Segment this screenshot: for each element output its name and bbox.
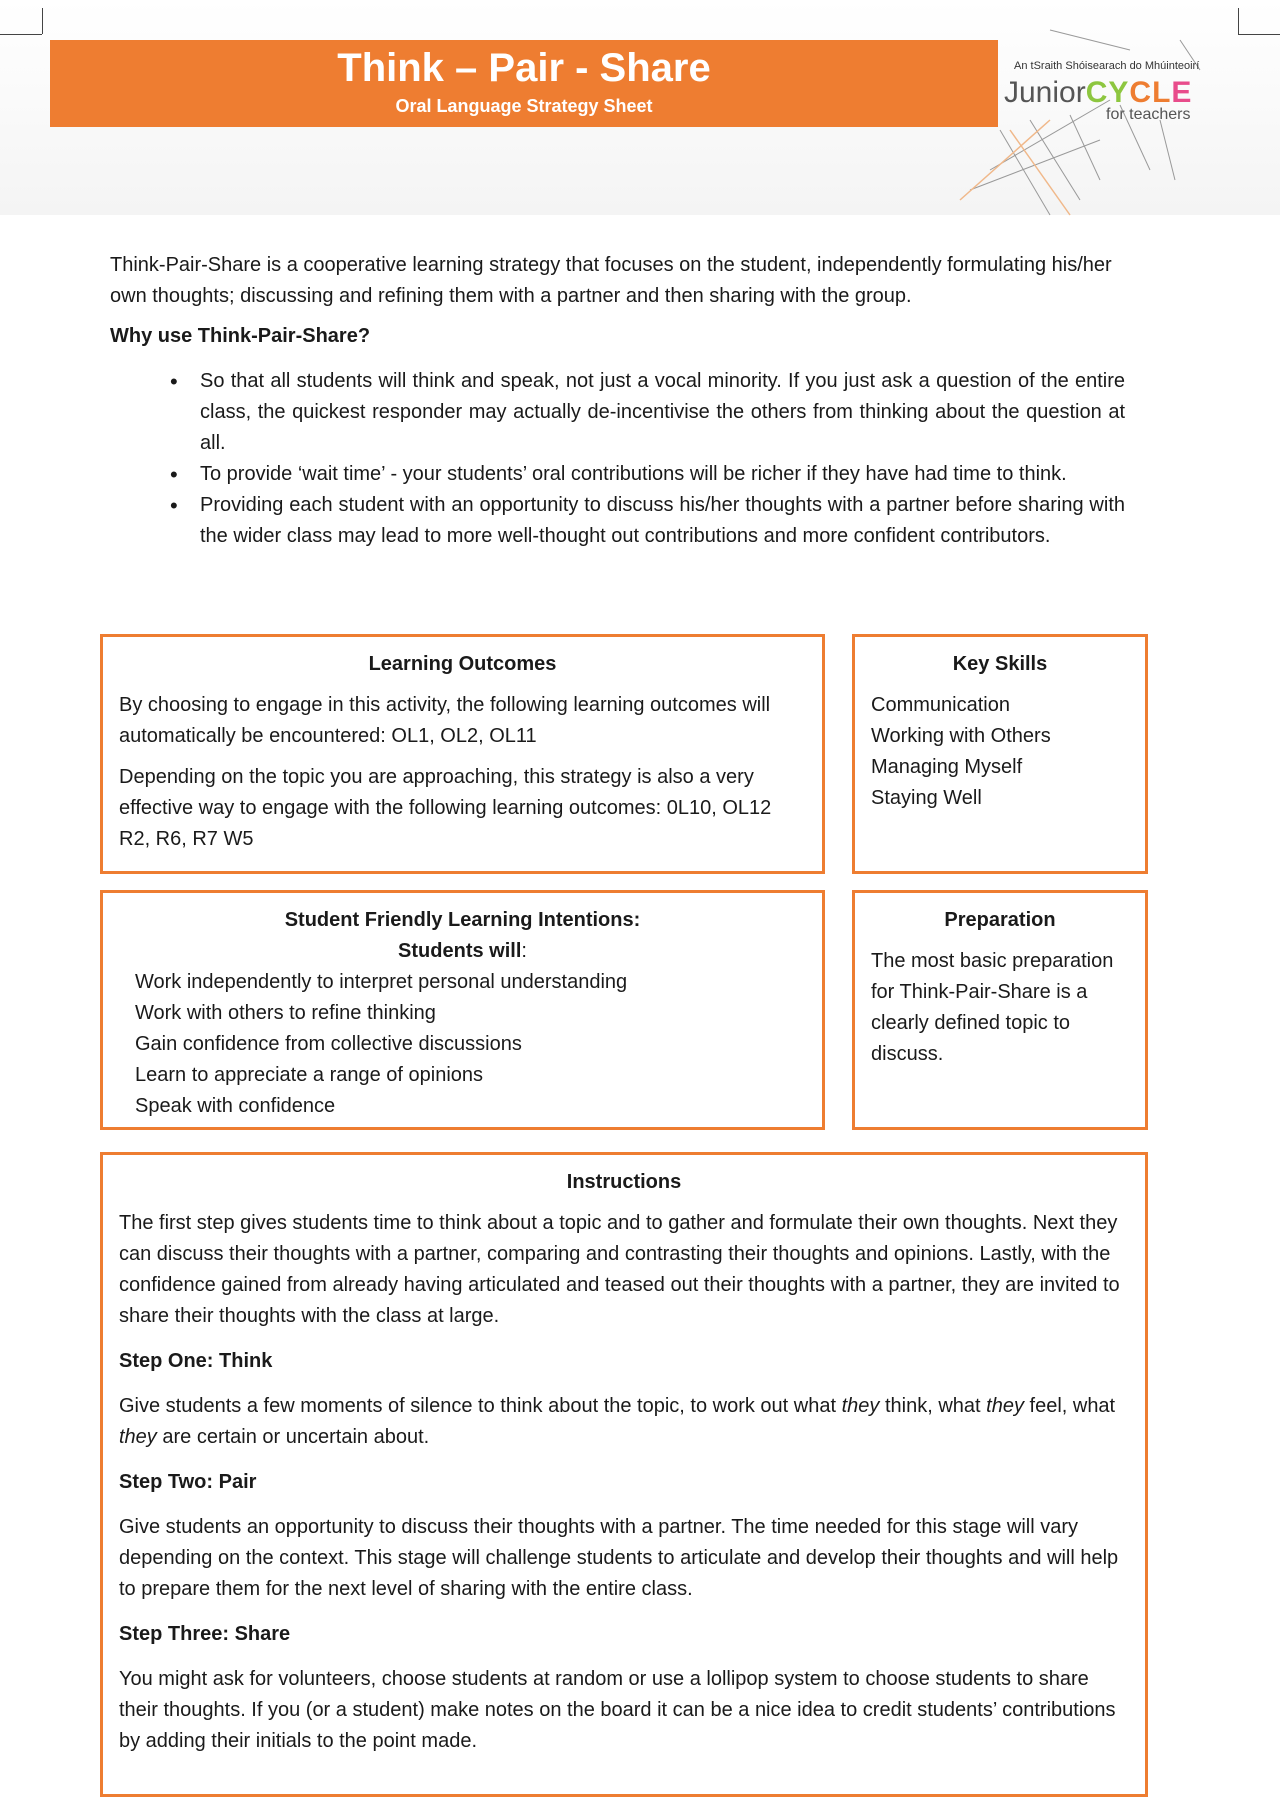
logo-tagline: An tSraith Shóisearach do Mhúinteoirí [1014, 60, 1200, 72]
crop-mark [0, 34, 42, 35]
list-item: Working with Others [871, 725, 1051, 747]
instructions-box [100, 1152, 1148, 1797]
key-skills-box [852, 634, 1148, 874]
list-item: Work with others to refine thinking [135, 1002, 436, 1024]
step-one-they: they [119, 1426, 157, 1448]
step-one-they: they [986, 1395, 1024, 1417]
crop-mark [1238, 8, 1239, 34]
logo-junior-text: Junior [1004, 76, 1086, 109]
crop-mark [42, 8, 43, 34]
step-three-text: You might ask for volunteers, choose students at random or use a lollipop system to choose students to share their thoughts. If you (or a student) make notes on the board it can be a nice idea to credit students’ contributions by adding their initials to the point made. [119, 1668, 1116, 1752]
step-one-heading: Step One: Think [119, 1350, 273, 1372]
step-one-text [119, 1391, 1129, 1453]
students-will-label: Students will [398, 940, 522, 962]
junior-cycle-logo [1000, 52, 1225, 132]
step-one-text-b: think, what [879, 1395, 987, 1417]
learning-outcomes-p2: Depending on the topic you are approaching, this strategy is also a very effective way to engage with the following learning outcomes: 0L10, OL12 R2, R6, R7 W5 [119, 766, 772, 850]
learning-outcomes-box [100, 634, 825, 874]
list-item: Staying Well [871, 787, 982, 809]
student-intentions-subtitle [119, 936, 806, 967]
list-item: Work independently to interpret personal understanding [135, 971, 628, 993]
list-item: • To provide ‘wait time’ - your students’ oral contributions will be richer if they have had time to think. [170, 459, 1125, 490]
page-title: Think – Pair - Share [337, 46, 711, 90]
list-item: Gain confidence from collective discussions [135, 1033, 522, 1055]
preparation-text: The most basic preparation for Think-Pair-Share is a clearly defined topic to discuss. [871, 950, 1114, 1065]
learning-outcomes-title: Learning Outcomes [368, 653, 557, 675]
page-subtitle: Oral Language Strategy Sheet [395, 96, 653, 116]
logo-wordmark [1004, 76, 1192, 110]
student-intentions-box [100, 890, 825, 1130]
list-item: • Providing each student with an opportunity to discuss his/her thoughts with a partner before sharing with the wider class may lead to more well-thought out contributions and more confident contributors. [170, 490, 1125, 552]
step-three-heading: Step Three: Share [119, 1623, 291, 1645]
logo-cycle-a: CY [1085, 76, 1130, 109]
intro-paragraph: Think-Pair-Share is a cooperative learning strategy that focuses on the student, independently formulating his/her own thoughts; discussing and refining them with a partner and then sharing with the group. [110, 254, 1112, 307]
instructions-intro: The first step gives students time to think about a topic and to gather and formulate their own thoughts. Next they can discuss their thoughts with a partner, comparing and contrasting their thoughts and opinions. Lastly, with the confidence gained from already having articulated and teased out their thoughts with a partner, they are invited to share their thoughts with the class at large. [119, 1212, 1120, 1327]
logo-cycle-b: CL [1129, 76, 1172, 109]
students-will-colon: : [521, 940, 527, 962]
step-two-heading: Step Two: Pair [119, 1471, 257, 1493]
key-skills-title: Key Skills [952, 653, 1048, 675]
crop-mark [1238, 34, 1280, 35]
list-item: Speak with confidence [135, 1095, 336, 1117]
learning-outcomes-p1: By choosing to engage in this activity, the following learning outcomes will automatically be encountered: OL1, OL2, OL11 [119, 694, 771, 747]
why-heading: Why use Think-Pair-Share? [110, 325, 371, 347]
preparation-title: Preparation [944, 909, 1056, 931]
list-item: Managing Myself [871, 756, 1023, 778]
step-one-text-c: feel, what [1023, 1395, 1116, 1417]
instructions-title: Instructions [566, 1171, 682, 1193]
list-item: Communication [871, 694, 1010, 716]
header-banner [50, 40, 998, 127]
step-one-text-d: are certain or uncertain about. [156, 1426, 430, 1448]
step-one-text-a: Give students a few moments of silence to think about the topic, to work out what [119, 1395, 842, 1417]
step-two-text: Give students an opportunity to discuss their thoughts with a partner. The time needed for this stage will vary depending on the context. This stage will challenge students to articulate and develop their thoughts and will help to prepare them for the next level of sharing with the entire class. [119, 1516, 1119, 1600]
logo-cycle-text [1086, 76, 1193, 109]
logo-cycle-c: E [1171, 76, 1193, 109]
preparation-box [852, 890, 1148, 1130]
logo-for-teachers: for teachers [1106, 106, 1191, 123]
list-item: • So that all students will think and speak, not just a vocal minority. If you just ask a question of the entire class, the quickest responder may actually de-incentivise the others from thinking about the question at all. [170, 366, 1125, 459]
why-list [170, 366, 1125, 552]
student-intentions-title: Student Friendly Learning Intentions: [284, 909, 641, 931]
step-one-they: they [841, 1395, 880, 1417]
list-item: Learn to appreciate a range of opinions [135, 1064, 484, 1086]
